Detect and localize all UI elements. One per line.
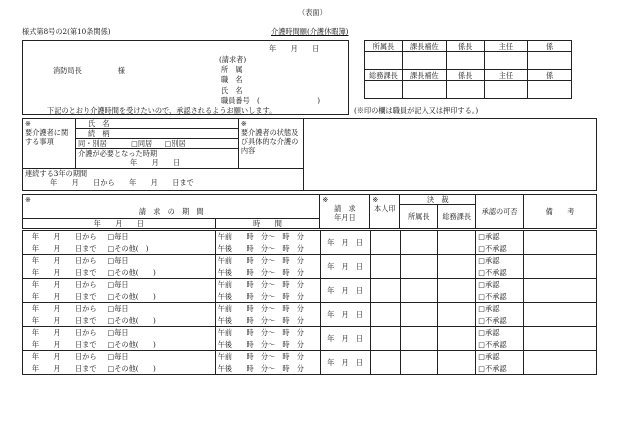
option-other[interactable]: □その他( )	[105, 267, 215, 279]
page-title: 介護時間願(介護休暇簿)	[271, 27, 349, 36]
request-date-value[interactable]: 年 月 日	[320, 327, 370, 351]
req-date-label: 請 求	[334, 204, 356, 213]
approval-dept-head: 所属長	[365, 41, 403, 52]
reject-checkbox[interactable]: □不承認	[476, 363, 524, 375]
care-target-mark: ※	[25, 119, 32, 128]
am-time[interactable]: 午前 時 分～ 時 分	[215, 279, 320, 291]
stamp-cell[interactable]	[528, 52, 572, 70]
stamp-cell[interactable]	[365, 52, 403, 70]
request-date[interactable]: 年 月 日	[269, 44, 320, 53]
side-note: （表面）	[298, 8, 327, 17]
option-other[interactable]: □その他( )	[105, 363, 215, 375]
am-time[interactable]: 午前 時 分～ 時 分	[215, 327, 320, 339]
date-col-header: 年 月 日	[23, 219, 216, 229]
pm-time[interactable]: 午後 時 分～ 時 分	[215, 291, 320, 303]
option-daily[interactable]: □毎日	[105, 303, 215, 315]
decision-header: 決 裁	[400, 195, 476, 205]
stamp-cell[interactable]	[446, 52, 484, 70]
period-label: 連続する3年の期間	[25, 169, 88, 178]
am-time[interactable]: 午前 時 分～ 時 分	[215, 303, 320, 315]
approval-staff: 係	[528, 41, 572, 52]
from-date[interactable]: 年 月 日から	[23, 351, 106, 363]
condition-label: 要介護者の状態及び具体的な介護の内容	[240, 128, 299, 155]
stamp-cell[interactable]	[402, 81, 446, 99]
care-name-cell[interactable]	[76, 119, 239, 129]
approval-chief: 係長	[446, 41, 484, 52]
stamp-cell[interactable]	[365, 81, 403, 99]
note-text: (※印の欄は職員が記入又は押印する。)	[354, 106, 479, 115]
relation-label: 続 柄	[88, 129, 110, 138]
to-date[interactable]: 年 月 日まで	[23, 267, 106, 279]
condition-content[interactable]	[303, 119, 596, 191]
name-label: 氏 名	[221, 86, 243, 95]
self-mark: ※	[372, 195, 379, 204]
to-date[interactable]: 年 月 日まで	[23, 291, 106, 303]
position-label: 職 名	[221, 75, 243, 84]
approval-staff2: 係	[528, 70, 572, 81]
care-target-label-cell	[23, 119, 76, 169]
approval-assistant: 課長補佐	[402, 41, 446, 52]
cohabit-label: 同・別居	[78, 139, 107, 148]
approve-checkbox[interactable]: □承認	[476, 255, 524, 267]
care-target-label: 要介護者に関する事項	[25, 128, 69, 146]
general-head-stamp[interactable]	[438, 279, 476, 303]
pm-time[interactable]: 午後 時 分～ 時 分	[215, 315, 320, 327]
am-time[interactable]: 午前 時 分～ 時 分	[215, 255, 320, 267]
approval-lead2: 主任	[484, 70, 528, 81]
am-time[interactable]: 午前 時 分～ 時 分	[215, 351, 320, 363]
affiliation-label: 所 属	[221, 65, 243, 74]
from-date[interactable]: 年 月 日から	[23, 303, 106, 315]
remarks-cell[interactable]	[524, 255, 597, 279]
from-date[interactable]: 年 月 日から	[23, 231, 106, 243]
remarks-cell[interactable]	[524, 231, 597, 255]
general-head-stamp[interactable]	[438, 303, 476, 327]
approval-lead: 主任	[484, 41, 528, 52]
cohabit-cell[interactable]	[76, 139, 239, 149]
req-date-header	[320, 195, 370, 229]
approval-grid	[364, 40, 572, 99]
reject-checkbox[interactable]: □不承認	[476, 315, 524, 327]
self-label: 本人印	[374, 204, 396, 213]
dept-head-stamp[interactable]	[400, 231, 438, 255]
stamp-cell[interactable]	[446, 81, 484, 99]
requester-label: (請求者)	[219, 55, 247, 64]
table-mark: ※	[23, 195, 320, 205]
self-stamp-header	[370, 195, 400, 229]
care-name-label: 氏 名	[88, 119, 110, 128]
approve-checkbox[interactable]: □承認	[476, 279, 524, 291]
dept-head-header: 所属長	[400, 205, 438, 229]
self-stamp-cell[interactable]	[370, 327, 400, 351]
care-target-grid	[22, 118, 597, 191]
option-daily[interactable]: □毎日	[105, 279, 215, 291]
from-date[interactable]: 年 月 日から	[23, 279, 106, 291]
need-since-cell[interactable]	[76, 149, 239, 169]
request-table	[22, 194, 597, 229]
request-row	[22, 278, 597, 303]
dept-head-stamp[interactable]	[400, 255, 438, 279]
stamp-cell[interactable]	[484, 52, 528, 70]
stamp-cell[interactable]	[484, 81, 528, 99]
option-other[interactable]: □その他( )	[105, 243, 215, 255]
request-date-value[interactable]: 年 月 日	[320, 231, 370, 255]
general-head-stamp[interactable]	[438, 351, 476, 375]
option-other[interactable]: □その他( )	[105, 339, 215, 351]
dept-head-stamp[interactable]	[400, 351, 438, 375]
remarks-cell[interactable]	[524, 303, 597, 327]
period-title: 請 求 の 期 間	[23, 205, 320, 219]
dept-head-stamp[interactable]	[400, 279, 438, 303]
general-head-stamp[interactable]	[438, 327, 476, 351]
addressee: 消防局長 様	[53, 66, 125, 75]
condition-mark: ※	[240, 119, 247, 128]
reject-checkbox[interactable]: □不承認	[476, 267, 524, 279]
pm-time[interactable]: 午後 時 分～ 時 分	[215, 339, 320, 351]
approval-header: 承認の可否	[476, 195, 524, 229]
pm-time[interactable]: 午後 時 分～ 時 分	[215, 267, 320, 279]
reject-checkbox[interactable]: □不承認	[476, 291, 524, 303]
to-date[interactable]: 年 月 日まで	[23, 339, 106, 351]
to-date[interactable]: 年 月 日まで	[23, 315, 106, 327]
condition-label-cell	[238, 119, 303, 169]
form-number: 様式第8号の2(第10条関係)	[22, 27, 111, 36]
approve-checkbox[interactable]: □承認	[476, 327, 524, 339]
relation-cell[interactable]	[76, 129, 239, 139]
general-head-header: 総務課長	[438, 205, 476, 229]
request-row	[22, 230, 597, 255]
reject-checkbox[interactable]: □不承認	[476, 339, 524, 351]
request-date-value[interactable]: 年 月 日	[320, 279, 370, 303]
general-head-stamp[interactable]	[438, 231, 476, 255]
request-row	[22, 326, 597, 351]
dept-head-stamp[interactable]	[400, 327, 438, 351]
general-head-stamp[interactable]	[438, 255, 476, 279]
approve-checkbox[interactable]: □承認	[476, 231, 524, 243]
remarks-cell[interactable]	[524, 279, 597, 303]
option-daily[interactable]: □毎日	[105, 231, 215, 243]
option-other[interactable]: □その他( )	[105, 315, 215, 327]
approve-checkbox[interactable]: □承認	[476, 303, 524, 315]
reject-checkbox[interactable]: □不承認	[476, 243, 524, 255]
request-date-value[interactable]: 年 月 日	[320, 255, 370, 279]
to-date[interactable]: 年 月 日まで	[23, 243, 106, 255]
cohabit-option-separate[interactable]: □別居	[164, 139, 186, 148]
period-value: 年 月 日から 年 月 日まで	[50, 178, 194, 187]
dept-head-stamp[interactable]	[400, 303, 438, 327]
cohabit-option-together[interactable]: □同居	[131, 139, 153, 148]
request-row	[22, 350, 597, 375]
approval-chief2: 係長	[446, 70, 484, 81]
option-daily[interactable]: □毎日	[105, 255, 215, 267]
request-row	[22, 302, 597, 327]
req-date-label2: 年月日	[334, 213, 356, 222]
option-other[interactable]: □その他( )	[105, 291, 215, 303]
am-time[interactable]: 午前 時 分～ 時 分	[215, 231, 320, 243]
self-stamp-cell[interactable]	[370, 255, 400, 279]
staff-number-label: 職員番号 ( )	[221, 96, 321, 105]
approve-checkbox[interactable]: □承認	[476, 351, 524, 363]
time-col-header: 時 間	[215, 219, 320, 229]
self-stamp-cell[interactable]	[370, 303, 400, 327]
period-cell[interactable]	[23, 169, 304, 191]
self-stamp-cell[interactable]	[370, 231, 400, 255]
need-since-date: 年 月 日	[130, 158, 181, 167]
self-stamp-cell[interactable]	[370, 351, 400, 375]
request-statement: 下記のとおり介護時間を受けたいので、承認されるようお願いします。	[47, 106, 277, 115]
remarks-cell[interactable]	[524, 327, 597, 351]
pm-time[interactable]: 午後 時 分～ 時 分	[215, 243, 320, 255]
remarks-cell[interactable]	[524, 351, 597, 375]
req-date-mark: ※	[322, 195, 329, 204]
from-date[interactable]: 年 月 日から	[23, 327, 106, 339]
stamp-cell[interactable]	[528, 81, 572, 99]
need-since-label: 介護が必要となった時期	[78, 149, 158, 158]
stamp-cell[interactable]	[402, 52, 446, 70]
approval-general-head: 総務課長	[365, 70, 403, 81]
to-date[interactable]: 年 月 日まで	[23, 363, 106, 375]
approval-assistant2: 課長補佐	[402, 70, 446, 81]
request-date-value[interactable]: 年 月 日	[320, 303, 370, 327]
option-daily[interactable]: □毎日	[105, 327, 215, 339]
request-row	[22, 254, 597, 279]
from-date[interactable]: 年 月 日から	[23, 255, 106, 267]
option-daily[interactable]: □毎日	[105, 351, 215, 363]
remarks-header: 備 考	[524, 195, 597, 229]
request-date-value[interactable]: 年 月 日	[320, 351, 370, 375]
self-stamp-cell[interactable]	[370, 279, 400, 303]
pm-time[interactable]: 午後 時 分～ 時 分	[215, 363, 320, 375]
